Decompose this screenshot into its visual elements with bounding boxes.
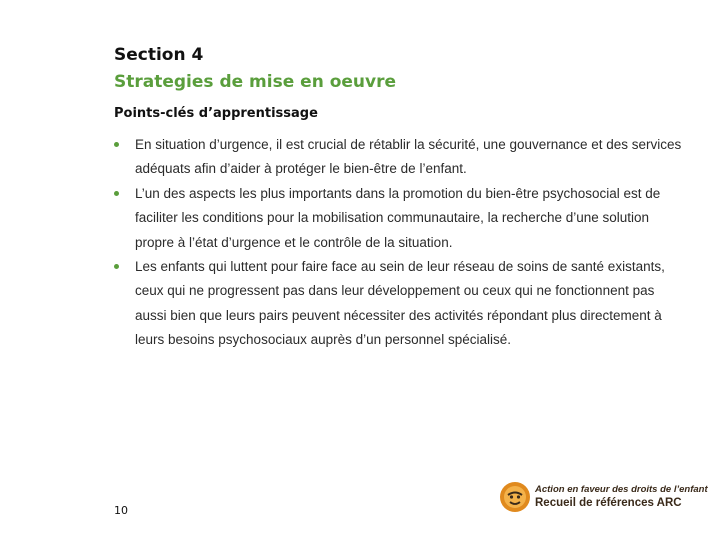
bullet-text: L’un des aspects les plus importants dans la promotion du bien-être psychosocial est de faciliter les conditions pour la mobilisation communautaire, la recherche d’une solution propre à l’état d’urgence et le contrôle de la situation. xyxy=(135,185,661,250)
bullet-dot-icon xyxy=(114,191,119,196)
key-points-heading: Points-clés d’apprentissage xyxy=(114,106,318,121)
logo-name: Recueil de références ARC xyxy=(535,496,682,509)
list-item xyxy=(114,255,684,353)
bullet-text: En situation d’urgence, il est crucial de rétablir la sécurité, une gouvernance et des services adéquats afin d’aider à protéger le bien-être de l’enfant. xyxy=(135,137,682,177)
page-number: 10 xyxy=(114,504,128,517)
section-label: Section 4 xyxy=(114,45,204,65)
logo-text xyxy=(535,484,708,511)
bullet-text: Les enfants qui luttent pour faire face au sein de leur réseau de soins de santé existants, ceux qui ne progressent pas dans leur développement ou ceux qui ne fonctionnent pas aussi bien que leurs pairs peuvent nécessiter des activités répondant plus directement à leurs besoins psychosociaux auprès d’un personnel spécialisé. xyxy=(135,259,665,348)
key-points-list xyxy=(114,133,684,353)
section-title: Strategies de mise en oeuvre xyxy=(114,72,397,92)
bullet-dot-icon xyxy=(114,142,119,147)
arc-logo-icon xyxy=(499,481,531,513)
arc-logo xyxy=(499,481,708,513)
logo-tagline: Action en faveur des droits de l’enfant xyxy=(535,483,708,495)
list-item xyxy=(114,133,684,182)
bullet-dot-icon xyxy=(114,264,119,269)
list-item xyxy=(114,182,684,255)
